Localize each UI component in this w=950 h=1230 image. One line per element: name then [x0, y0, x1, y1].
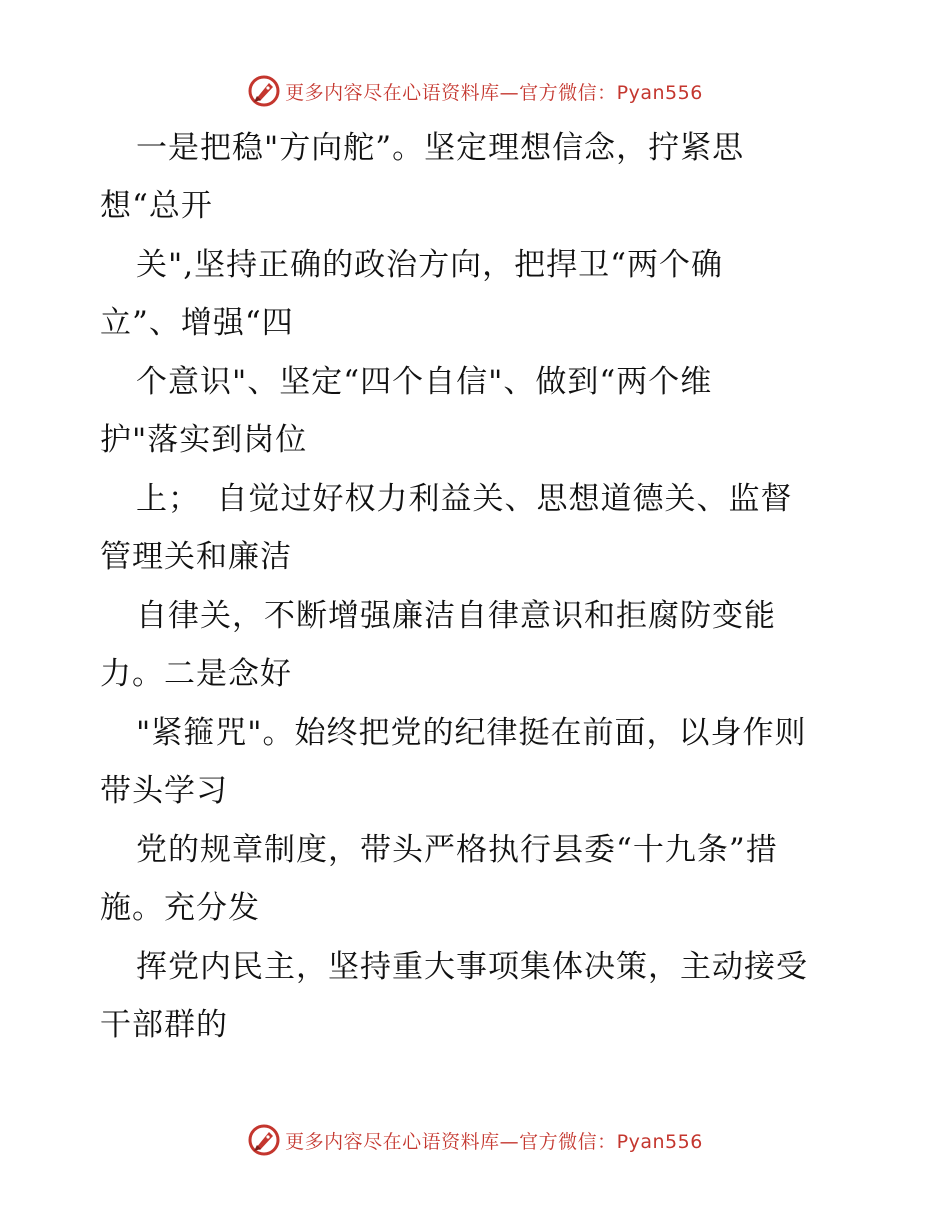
footer-banner-text: 更多内容尽在心语资料库—官方微信：Pyan556 — [285, 1130, 703, 1153]
header-banner-text: 更多内容尽在心语资料库—官方微信：Pyan556 — [285, 81, 703, 104]
paragraph-line: 关",坚持正确的政治方向，把捍卫“两个确 — [136, 247, 723, 283]
paragraph-line: 党的规章制度，带头严格执行县委“十九条”措 — [136, 832, 778, 868]
paragraph-line: 管理关和廉洁 — [100, 539, 292, 575]
paragraph-line: 个意识"、坚定“四个自信"、做到“两个维 — [136, 364, 713, 400]
paragraph-line: 力。二是念好 — [100, 656, 292, 692]
paragraph-line: 上； 自觉过好权力利益关、思想道德关、监督 — [136, 481, 793, 517]
paragraph-line: 施。充分发 — [100, 890, 260, 926]
paragraph-line: 立”、增强“四 — [100, 305, 294, 341]
paragraph-line: 想“总开 — [100, 188, 213, 224]
paragraph-line: "紧箍咒"。始终把党的纪律挺在前面，以身作则 — [136, 715, 807, 751]
paragraph-line: 带头学习 — [100, 773, 228, 809]
footer-banner — [0, 1120, 950, 1160]
paragraph-line: 自律关，不断增强廉洁自律意识和拒腐防变能 — [136, 598, 776, 634]
paragraph-line: 干部群的 — [100, 1007, 228, 1043]
paragraph-line: 护"落实到岗位 — [100, 422, 308, 458]
pen-nib-circle-icon — [247, 74, 281, 108]
paragraph-line: 一是把稳"方向舵”。坚定理想信念，拧紧思 — [136, 130, 745, 166]
paragraph-line: 挥党内民主，坚持重大事项集体决策，主动接受 — [136, 949, 808, 985]
pen-nib-circle-icon — [247, 1123, 281, 1157]
header-banner — [0, 71, 950, 111]
